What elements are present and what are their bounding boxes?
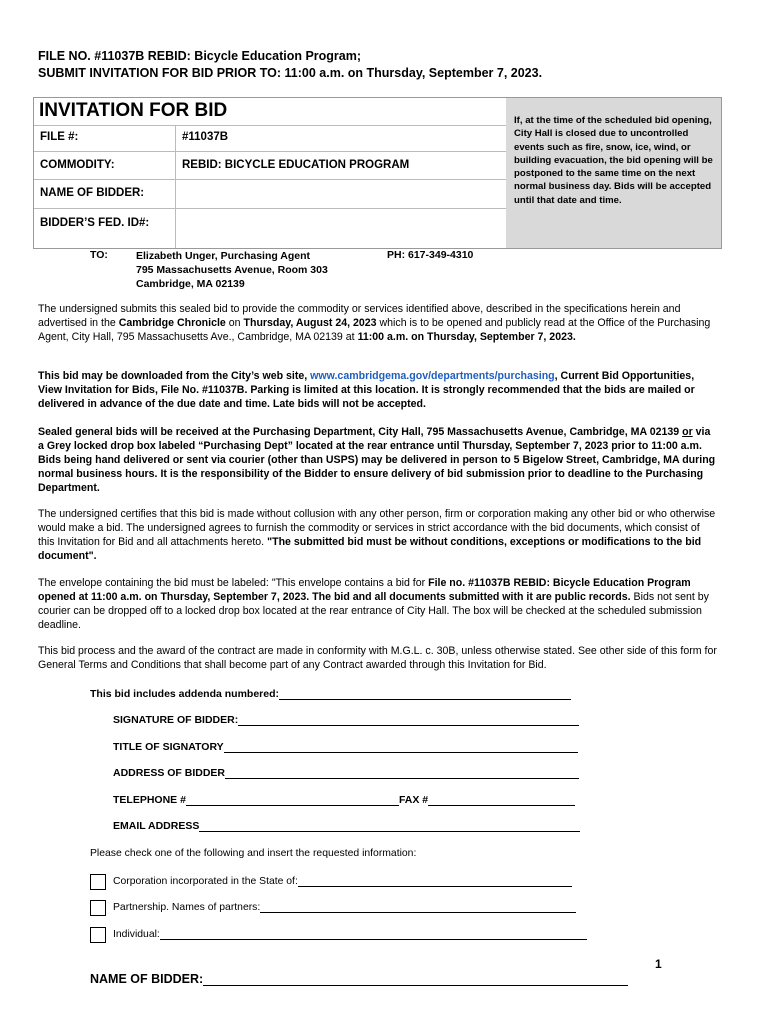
corporation-label: Corporation incorporated in the State of: xyxy=(113,876,298,887)
header-line-1: FILE NO. #11037B REBID: Bicycle Education Program; xyxy=(38,49,362,63)
commodity-value: REBID: BICYCLE EDUCATION PROGRAM xyxy=(182,159,410,171)
addenda-label: This bid includes addenda numbered: xyxy=(90,688,280,700)
partnership-option xyxy=(113,900,576,913)
page-number: 1 xyxy=(655,957,662,971)
partnership-checkbox[interactable] xyxy=(90,900,106,916)
agent-address-2: Cambridge, MA 02139 xyxy=(136,278,245,290)
commodity-label: COMMODITY: xyxy=(40,159,115,171)
footer-bidder-field xyxy=(90,971,628,986)
footer-bidder-label: NAME OF BIDDER: xyxy=(90,972,204,986)
telephone-field xyxy=(113,793,575,806)
paragraph-download: This bid may be downloaded from the City’s web site, www.cambridgema.gov/departments/purchasing, Current Bid Opportunities, View Invitation for Bids, File No. #11037B. Parking is limited at this location. It is strongly recommended that the bids are mailed or delivered in advance of the due date and time. Late bids will not be accepted. xyxy=(38,370,695,410)
corporation-option xyxy=(113,874,572,887)
paragraph-certification: The undersigned certifies that this bid is made without collusion with any other person, firm or corporation making any other bid or who otherwise would make a bid. The undersigned agrees to furnish the commodity or services in strict accordance with the bid documents, which consist of this Invitation for Bid and all attachments hereto. "The submitted bid must be without conditions, exceptions or modifications to the bid document". xyxy=(38,508,716,562)
agent-name: Elizabeth Unger, Purchasing Agent xyxy=(136,250,311,262)
to-label: TO: xyxy=(90,249,108,261)
paragraph-sealed-bids: Sealed general bids will be received at the Purchasing Department, City Hall, 795 Massachusetts Avenue, Cambridge, MA 02139 or via a Grey locked drop box labeled “Purchasing Dept” located at the rear entrance until Thursday, September 7, 2023 prior to 11:00 a.m. Bids being hand delivered or sent via courier (other than USPS) may be delivered in person to 5 Bigelow Street, Cambridge, MA during normal business hours. It is the responsibility of the Bidder to ensure delivery of bid submission prior to deadline to the Purchasing Department. xyxy=(38,426,716,494)
paragraph-envelope: The envelope containing the bid must be labeled: "This envelope contains a bid for File no. #11037B REBID: Bicycle Education Program opened at 11:00 a.m. on Thursday, September 7, 2023. The bid and all documents submitted with it are public records. Bids not sent by courier can be dropped off to a locked drop box located at the rear entrance of City Hall. The box will be checked at the scheduled submission deadline. xyxy=(38,577,709,631)
individual-label: Individual: xyxy=(113,929,160,940)
telephone-input[interactable] xyxy=(186,793,399,806)
signature-field xyxy=(113,713,579,726)
corporation-state-input[interactable] xyxy=(298,874,572,887)
partnership-label: Partnership. Names of partners: xyxy=(113,902,261,913)
email-label: EMAIL ADDRESS xyxy=(113,820,200,832)
title-label: TITLE OF SIGNATORY xyxy=(113,741,224,753)
fax-label: FAX # xyxy=(398,794,429,806)
title-field xyxy=(113,740,578,753)
paragraph-conformity: This bid process and the award of the contract are made in conformity with M.G.L. c. 30B, unless otherwise stated. See other side of this form for General Terms and Conditions that shall become part of any Contract awarded through this Invitation for Bid. xyxy=(38,645,717,671)
email-input[interactable] xyxy=(199,819,580,832)
corporation-checkbox[interactable] xyxy=(90,874,106,890)
closure-notice-text: If, at the time of the scheduled bid opening, City Hall is closed due to uncontrolled events such as fire, snow, ice, wind, or building evacuation, the bid opening will be postponed to the same time on the next normal business day. Bids will be accepted until that date and time. xyxy=(514,115,713,206)
fed-id-field[interactable] xyxy=(176,209,505,247)
address-input[interactable] xyxy=(225,766,579,779)
title-input[interactable] xyxy=(224,740,578,753)
signature-input[interactable] xyxy=(238,713,579,726)
individual-checkbox[interactable] xyxy=(90,927,106,943)
address-field xyxy=(113,766,579,779)
signature-label: SIGNATURE OF BIDDER: xyxy=(113,714,239,726)
address-label: ADDRESS OF BIDDER xyxy=(113,767,226,779)
form-title: INVITATION FOR BID xyxy=(39,100,228,121)
closure-notice xyxy=(506,98,721,248)
file-label: FILE #: xyxy=(40,131,79,143)
email-field xyxy=(113,819,580,832)
partners-input[interactable] xyxy=(260,900,576,913)
header-line-2: SUBMIT INVITATION FOR BID PRIOR TO: 11:00 a.m. on Thursday, September 7, 2023. xyxy=(38,66,543,80)
paragraph-submission: The undersigned submits this sealed bid to provide the commodity or services identified above, described in the specifications herein and advertised in the Cambridge Chronicle on Thursday, August 24, 2023 which is to be opened and publicly read at the Office of the Purchasing Agent, City Hall, 795 Massachusetts Ave., Cambridge, MA 02139 at 11:00 a.m. on Thursday, September 7, 2023. xyxy=(38,303,711,343)
fax-input[interactable] xyxy=(428,793,575,806)
addenda-input[interactable] xyxy=(279,687,571,700)
footer-bidder-input[interactable] xyxy=(203,971,628,986)
bidder-name-field[interactable] xyxy=(176,180,505,207)
file-value: #11037B xyxy=(182,131,229,143)
individual-input[interactable] xyxy=(160,927,587,940)
purchasing-website-link[interactable]: www.cambridgema.gov/departments/purchasing xyxy=(310,370,555,382)
telephone-label: TELEPHONE # xyxy=(113,794,186,806)
purchasing-agent-address xyxy=(136,249,328,291)
check-instruction: Please check one of the following and insert the requested information: xyxy=(90,848,417,859)
agent-address-1: 795 Massachusetts Avenue, Room 303 xyxy=(136,264,328,276)
individual-option xyxy=(113,927,587,940)
bidder-name-label: NAME OF BIDDER: xyxy=(40,187,145,199)
invitation-box xyxy=(33,97,722,249)
agent-phone: PH: 617-349-4310 xyxy=(387,249,474,261)
addenda-field xyxy=(90,687,571,700)
fed-id-label: BIDDER’S FED. ID#: xyxy=(40,217,150,229)
